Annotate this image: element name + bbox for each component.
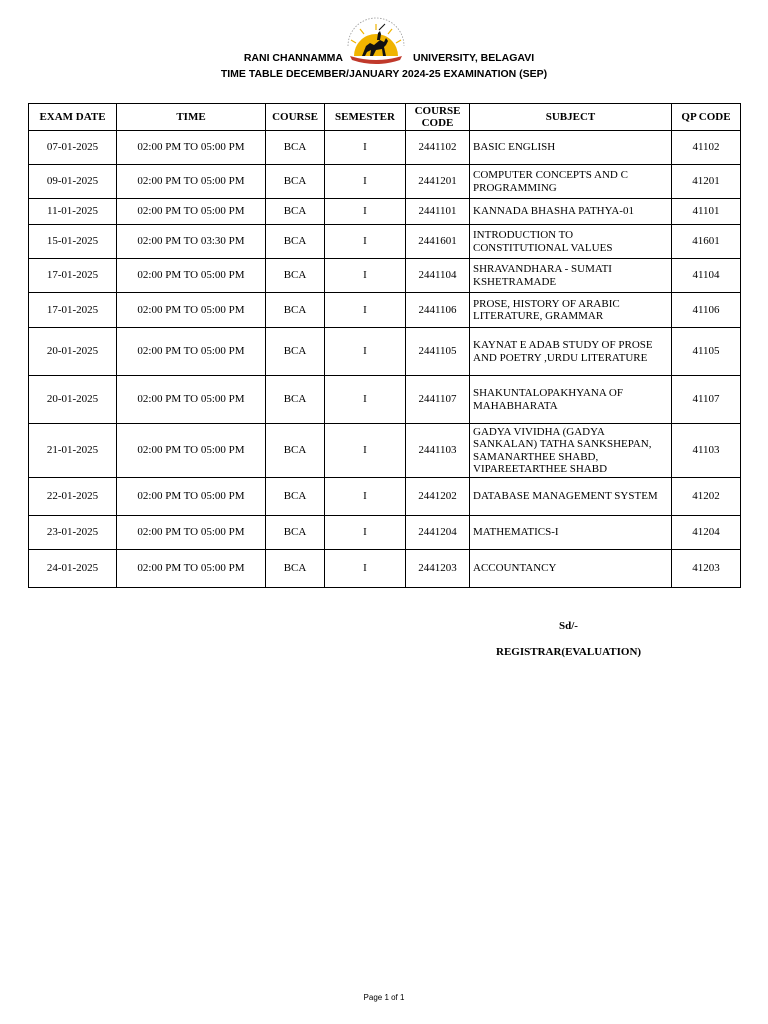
signature-mark: Sd/- <box>559 620 578 632</box>
exam-date-cell: 15-01-2025 <box>29 225 117 259</box>
exam-date-cell: 21-01-2025 <box>29 424 117 478</box>
course-cell: BCA <box>266 376 325 424</box>
qp-code-cell: 41202 <box>672 478 741 516</box>
subject-cell: KANNADA BHASHA PATHYA-01 <box>470 199 672 225</box>
page-number: Page 1 of 1 <box>363 993 405 1002</box>
column-header-course-code: COURSE CODE <box>406 104 470 131</box>
exam-date-cell: 17-01-2025 <box>29 293 117 328</box>
course-code-cell: 2441201 <box>406 165 470 199</box>
semester-cell: I <box>325 550 406 588</box>
qp-code-cell: 41101 <box>672 199 741 225</box>
subject-cell: BASIC ENGLISH <box>470 131 672 165</box>
semester-cell: I <box>325 424 406 478</box>
table-row <box>29 376 741 424</box>
course-code-cell: 2441103 <box>406 424 470 478</box>
time-cell: 02:00 PM TO 05:00 PM <box>117 424 266 478</box>
subject-cell: MATHEMATICS-I <box>470 516 672 550</box>
semester-cell: I <box>325 259 406 293</box>
time-cell: 02:00 PM TO 05:00 PM <box>117 478 266 516</box>
table-row <box>29 225 741 259</box>
table-row <box>29 165 741 199</box>
course-cell: BCA <box>266 225 325 259</box>
semester-cell: I <box>325 225 406 259</box>
subject-cell: GADYA VIVIDHA (GADYA SANKALAN) TATHA SANKSHEPAN, SAMANARTHEE SHABD, VIPAREETARTHEE SHABD <box>470 424 672 478</box>
time-cell: 02:00 PM TO 05:00 PM <box>117 259 266 293</box>
time-cell: 02:00 PM TO 03:30 PM <box>117 225 266 259</box>
qp-code-cell: 41105 <box>672 328 741 376</box>
semester-cell: I <box>325 199 406 225</box>
subject-cell: INTRODUCTION TO CONSTITUTIONAL VALUES <box>470 225 672 259</box>
time-cell: 02:00 PM TO 05:00 PM <box>117 199 266 225</box>
table-row <box>29 478 741 516</box>
exam-date-cell: 22-01-2025 <box>29 478 117 516</box>
course-code-cell: 2441101 <box>406 199 470 225</box>
course-cell: BCA <box>266 516 325 550</box>
table-row <box>29 293 741 328</box>
course-code-cell: 2441202 <box>406 478 470 516</box>
exam-date-cell: 17-01-2025 <box>29 259 117 293</box>
time-cell: 02:00 PM TO 05:00 PM <box>117 293 266 328</box>
time-cell: 02:00 PM TO 05:00 PM <box>117 131 266 165</box>
table-row <box>29 516 741 550</box>
qp-code-cell: 41107 <box>672 376 741 424</box>
course-code-cell: 2441106 <box>406 293 470 328</box>
qp-code-cell: 41102 <box>672 131 741 165</box>
course-cell: BCA <box>266 328 325 376</box>
exam-date-cell: 11-01-2025 <box>29 199 117 225</box>
qp-code-cell: 41201 <box>672 165 741 199</box>
subject-cell: SHAKUNTALOPAKHYANA OF MAHABHARATA <box>470 376 672 424</box>
table-row <box>29 550 741 588</box>
table-row <box>29 259 741 293</box>
semester-cell: I <box>325 478 406 516</box>
course-code-cell: 2441105 <box>406 328 470 376</box>
course-code-cell: 2441203 <box>406 550 470 588</box>
registrar-title: REGISTRAR(EVALUATION) <box>496 646 642 658</box>
timetable-title: TIME TABLE DECEMBER/JANUARY 2024-25 EXAMINATION (SEP) <box>220 68 548 80</box>
column-header-qp-code: QP CODE <box>672 104 741 131</box>
qp-code-cell: 41103 <box>672 424 741 478</box>
time-cell: 02:00 PM TO 05:00 PM <box>117 165 266 199</box>
qp-code-cell: 41601 <box>672 225 741 259</box>
subject-cell: PROSE, HISTORY OF ARABIC LITERATURE, GRAMMAR <box>470 293 672 328</box>
course-cell: BCA <box>266 259 325 293</box>
semester-cell: I <box>325 131 406 165</box>
time-cell: 02:00 PM TO 05:00 PM <box>117 550 266 588</box>
course-cell: BCA <box>266 550 325 588</box>
column-header-exam-date: EXAM DATE <box>29 104 117 131</box>
course-cell: BCA <box>266 293 325 328</box>
semester-cell: I <box>325 293 406 328</box>
course-cell: BCA <box>266 199 325 225</box>
exam-date-cell: 20-01-2025 <box>29 328 117 376</box>
time-cell: 02:00 PM TO 05:00 PM <box>117 376 266 424</box>
course-cell: BCA <box>266 424 325 478</box>
table-row <box>29 424 741 478</box>
column-header-semester: SEMESTER <box>325 104 406 131</box>
university-name <box>0 52 768 68</box>
column-header-time: TIME <box>117 104 266 131</box>
table-row <box>29 131 741 165</box>
course-code-cell: 2441107 <box>406 376 470 424</box>
university-name-right: UNIVERSITY, BELAGAVI <box>413 52 535 64</box>
course-cell: BCA <box>266 165 325 199</box>
qp-code-cell: 41104 <box>672 259 741 293</box>
subject-cell: COMPUTER CONCEPTS AND C PROGRAMMING <box>470 165 672 199</box>
course-cell: BCA <box>266 131 325 165</box>
exam-date-cell: 20-01-2025 <box>29 376 117 424</box>
course-cell: BCA <box>266 478 325 516</box>
timetable-table <box>28 103 741 588</box>
qp-code-cell: 41106 <box>672 293 741 328</box>
course-code-cell: 2441102 <box>406 131 470 165</box>
exam-date-cell: 09-01-2025 <box>29 165 117 199</box>
semester-cell: I <box>325 376 406 424</box>
course-code-cell: 2441601 <box>406 225 470 259</box>
table-row <box>29 199 741 225</box>
qp-code-cell: 41204 <box>672 516 741 550</box>
column-header-course: COURSE <box>266 104 325 131</box>
semester-cell: I <box>325 516 406 550</box>
qp-code-cell: 41203 <box>672 550 741 588</box>
course-code-cell: 2441104 <box>406 259 470 293</box>
university-name-left: RANI CHANNAMMA <box>243 52 343 64</box>
time-cell: 02:00 PM TO 05:00 PM <box>117 328 266 376</box>
table-row <box>29 328 741 376</box>
subject-cell: ACCOUNTANCY <box>470 550 672 588</box>
time-cell: 02:00 PM TO 05:00 PM <box>117 516 266 550</box>
subject-cell: KAYNAT E ADAB STUDY OF PROSE AND POETRY ,URDU LITERATURE <box>470 328 672 376</box>
table-header-row <box>29 104 741 131</box>
column-header-subject: SUBJECT <box>470 104 672 131</box>
course-code-cell: 2441204 <box>406 516 470 550</box>
subject-cell: SHRAVANDHARA - SUMATI KSHETRAMADE <box>470 259 672 293</box>
semester-cell: I <box>325 165 406 199</box>
exam-date-cell: 07-01-2025 <box>29 131 117 165</box>
exam-date-cell: 23-01-2025 <box>29 516 117 550</box>
exam-date-cell: 24-01-2025 <box>29 550 117 588</box>
semester-cell: I <box>325 328 406 376</box>
subject-cell: DATABASE MANAGEMENT SYSTEM <box>470 478 672 516</box>
